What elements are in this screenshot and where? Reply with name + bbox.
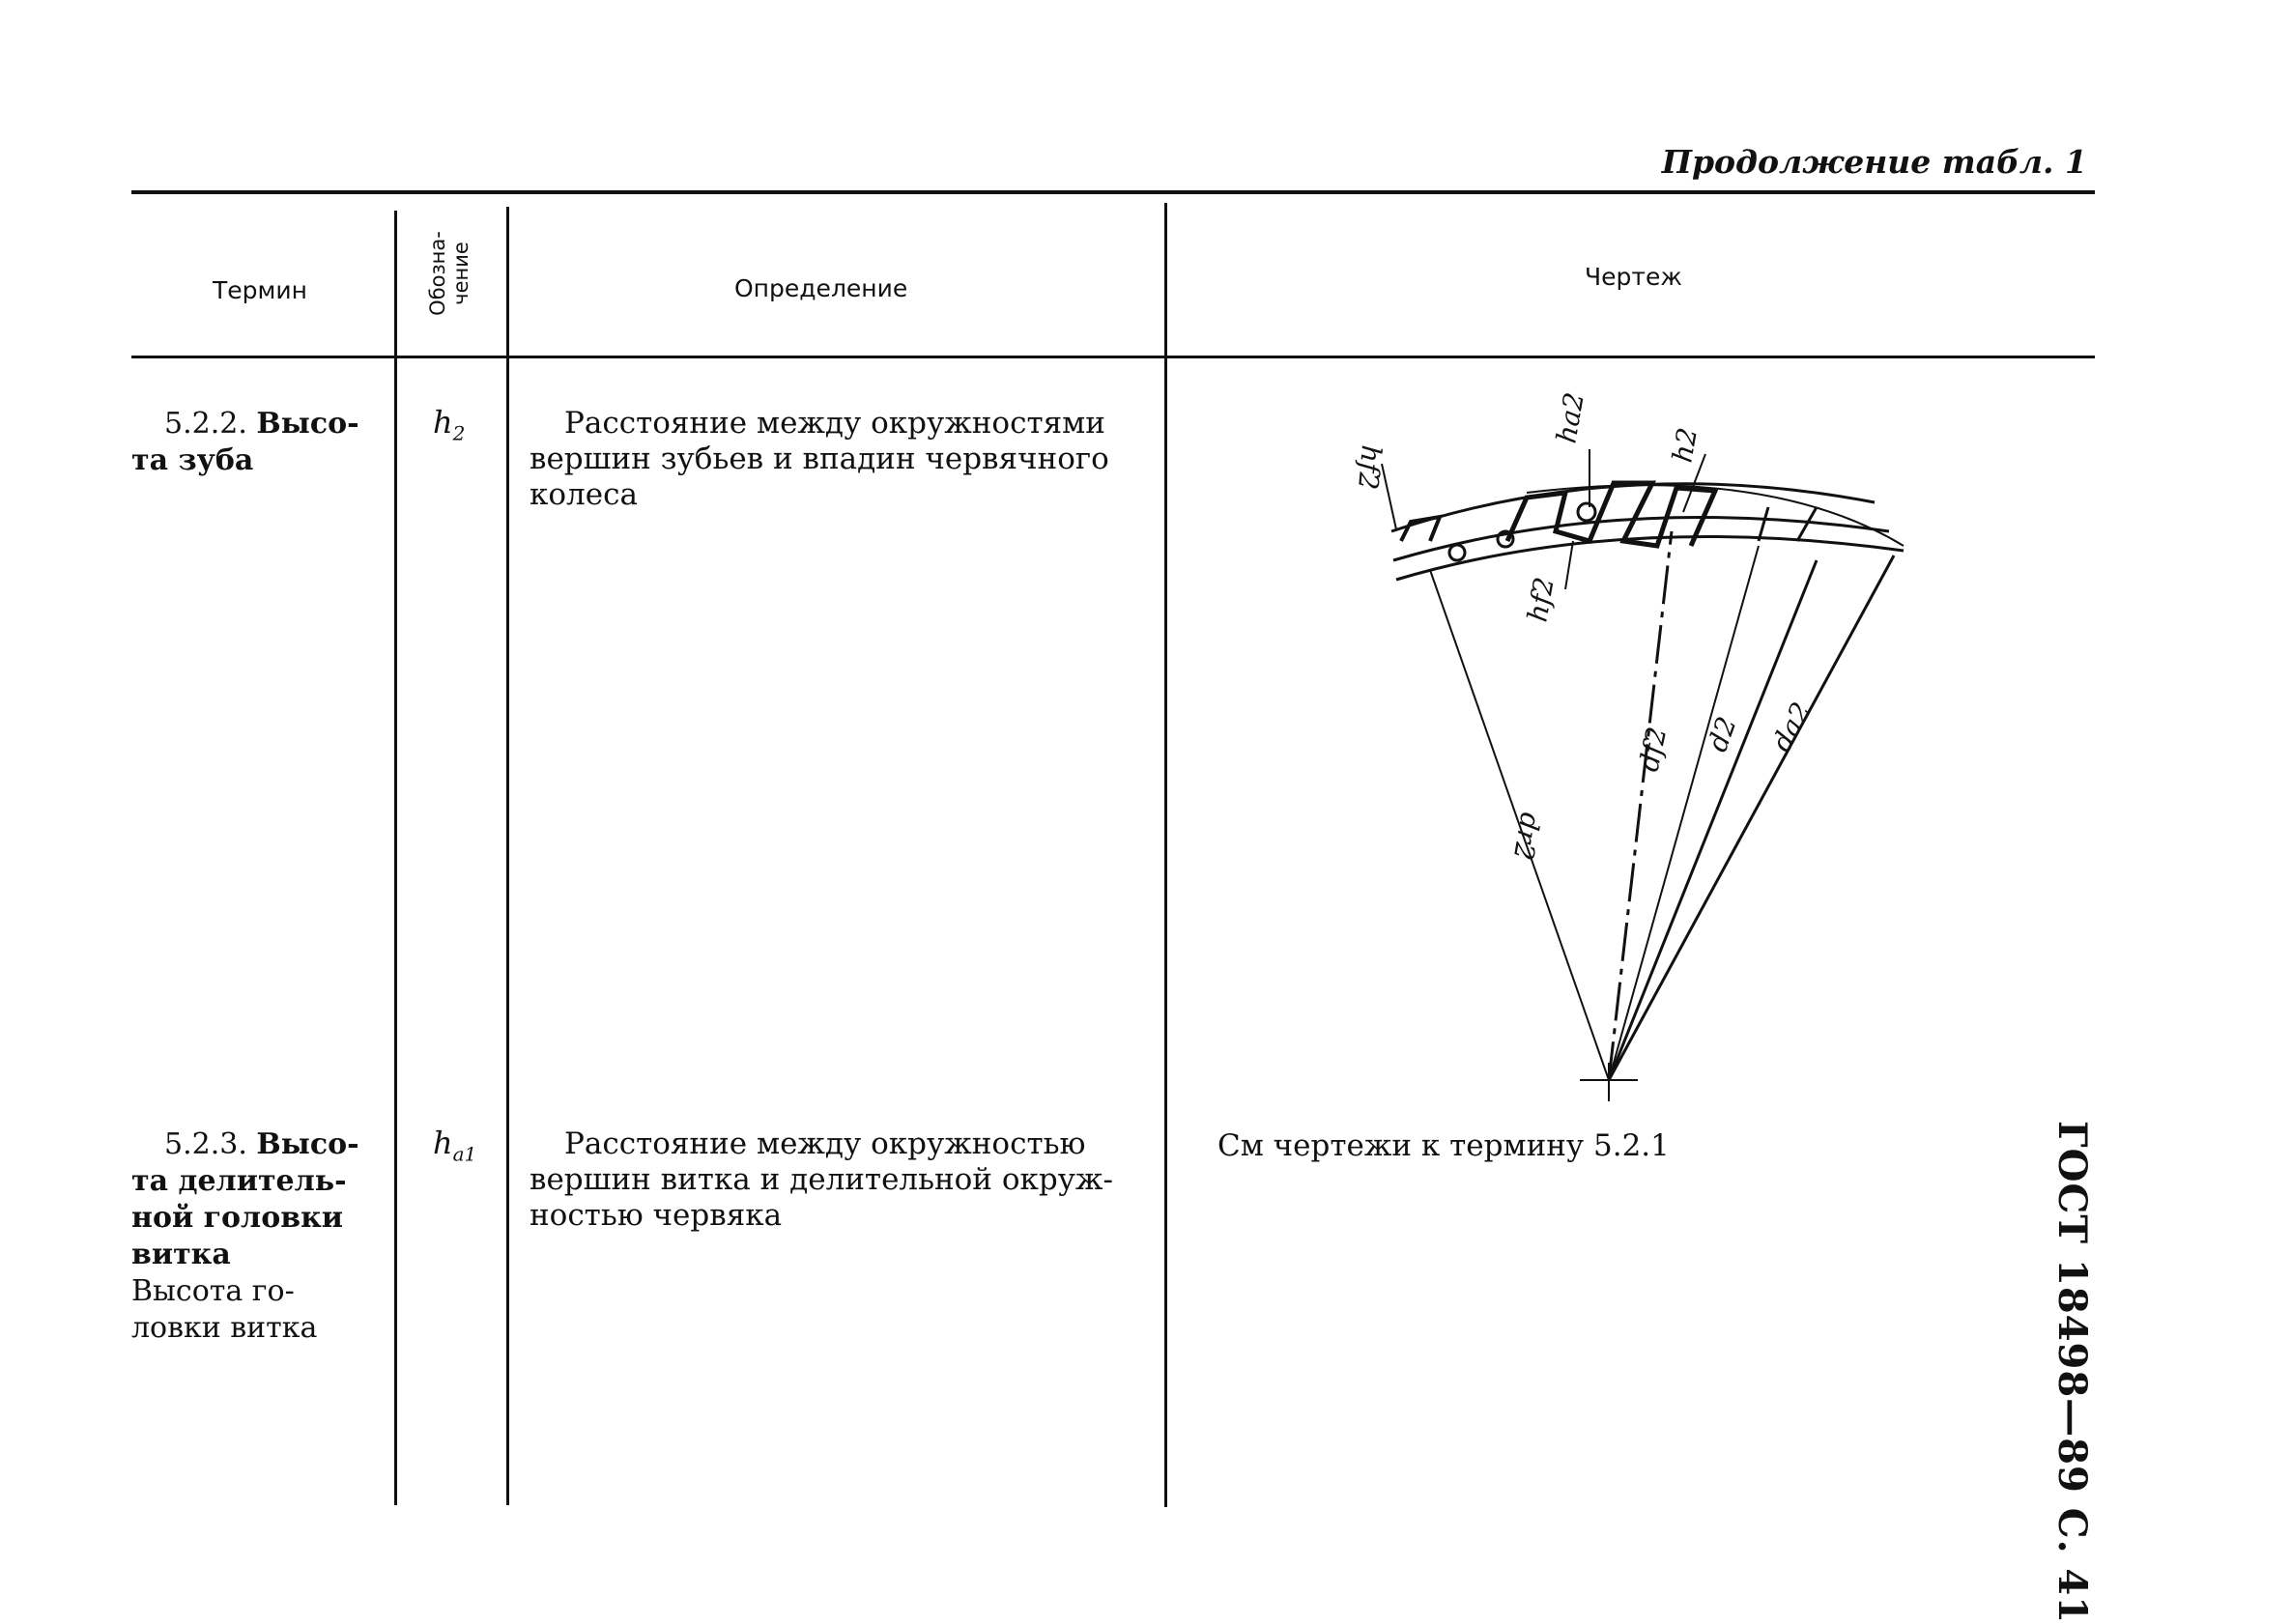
term-name-cont: ной головки bbox=[131, 1201, 343, 1235]
dim-hf2 bbox=[1565, 541, 1573, 589]
radius-line-outer bbox=[1609, 556, 1894, 1080]
label-hf2-top: hf2 bbox=[1351, 443, 1388, 492]
header-drawing: Чертеж bbox=[1585, 263, 1682, 291]
definition-line: Расстояние между окружностями bbox=[564, 406, 1105, 441]
definition-line: вершин зубьев и впадин червячного bbox=[530, 442, 1109, 476]
column-divider-3 bbox=[1164, 203, 1167, 1507]
definition-line: колеса bbox=[530, 477, 638, 512]
symbol-sub: 2 bbox=[452, 421, 466, 445]
tooth-profile-left bbox=[1401, 517, 1440, 541]
label-da2: da2 bbox=[1765, 697, 1818, 757]
symbol-ha1 bbox=[433, 1125, 476, 1165]
tooth-profile-right bbox=[1759, 507, 1817, 541]
term-number: 5.2.3. bbox=[164, 1127, 247, 1161]
radius-line-d2 bbox=[1609, 546, 1759, 1080]
term-name-cont: та зуба bbox=[131, 443, 254, 477]
term-5-2-3 bbox=[131, 1126, 383, 1347]
header-symbol-line2: чение bbox=[448, 242, 473, 305]
drawing-reference: См чертежи к термину 5.2.1 bbox=[1217, 1128, 1670, 1163]
label-df2: df2 bbox=[1632, 724, 1674, 775]
column-divider-2 bbox=[506, 207, 509, 1505]
pitch-point bbox=[1578, 503, 1595, 521]
worm-wheel-tooth-drawing bbox=[1333, 386, 1952, 1101]
term-5-2-2 bbox=[131, 406, 383, 479]
header-definition: Определение bbox=[734, 274, 908, 302]
pitch-point bbox=[1449, 545, 1465, 560]
header-term: Термин bbox=[213, 276, 307, 304]
term-name-cont: витка bbox=[131, 1238, 231, 1271]
term-name-cont: та делитель- bbox=[131, 1164, 347, 1198]
label-d-side: dr2 bbox=[1506, 810, 1547, 863]
label-d2: d2 bbox=[1701, 712, 1743, 756]
definition-5-2-3 bbox=[530, 1126, 1148, 1234]
header-bottom-rule bbox=[131, 356, 2095, 358]
definition-line: вершин витка и делительной окруж- bbox=[530, 1162, 1113, 1197]
label-ha2: ha2 bbox=[1550, 389, 1591, 446]
gost-page-stamp: ГОСТ 18498—89 С. 41 bbox=[2049, 1121, 2095, 1624]
column-divider-1 bbox=[394, 211, 397, 1505]
term-synonym: ловки витка bbox=[131, 1311, 318, 1345]
definition-5-2-2 bbox=[530, 406, 1148, 513]
symbol-main: h bbox=[433, 1125, 453, 1161]
symbol-h2 bbox=[433, 404, 465, 444]
definition-line: ностью червяка bbox=[530, 1198, 783, 1233]
table-top-rule bbox=[131, 190, 2095, 194]
term-synonym: Высота го- bbox=[131, 1274, 295, 1308]
definition-line: Расстояние между окружностью bbox=[564, 1126, 1086, 1161]
continuation-label: Продолжение табл. 1 bbox=[1661, 143, 2087, 181]
header-symbol bbox=[396, 220, 502, 327]
term-name: Высо- bbox=[256, 407, 359, 441]
term-name: Высо- bbox=[256, 1127, 359, 1161]
symbol-main: h bbox=[433, 404, 453, 441]
label-h2: h2 bbox=[1666, 425, 1704, 466]
term-number: 5.2.2. bbox=[164, 407, 247, 441]
header-symbol-line1: Обозна- bbox=[425, 231, 449, 316]
label-hf2-bottom: hf2 bbox=[1521, 574, 1561, 625]
symbol-sub: a1 bbox=[452, 1142, 477, 1166]
